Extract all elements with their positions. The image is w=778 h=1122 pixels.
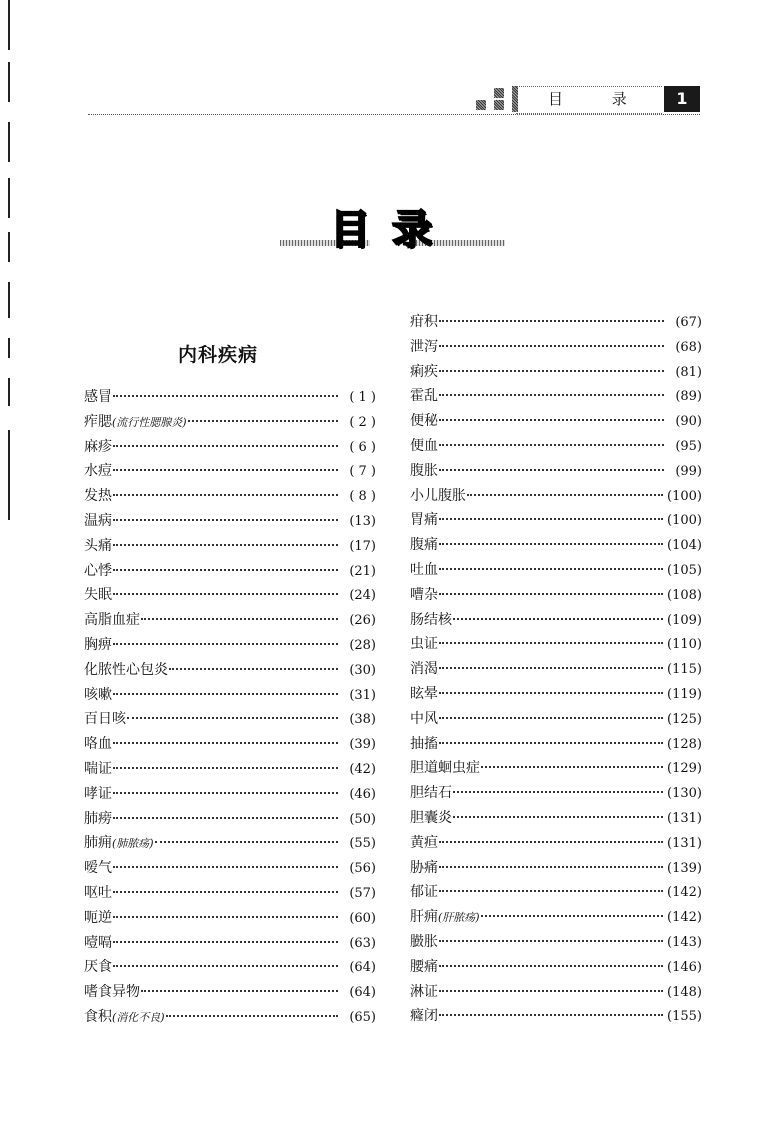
entry-page: (128)	[667, 736, 702, 752]
dot-leader	[439, 890, 663, 892]
entry-page: (104)	[667, 538, 702, 554]
entry-title: 便秘	[410, 413, 438, 430]
entry-title: 呃逆	[84, 909, 112, 926]
toc-entry	[84, 634, 376, 659]
dot-leader	[113, 519, 338, 521]
toc-entry	[84, 882, 376, 907]
dot-leader	[439, 667, 663, 669]
entry-title: 抽搐	[410, 735, 438, 752]
entry-page: (56)	[349, 861, 376, 877]
toc-entry	[84, 535, 376, 560]
entry-page: (17)	[349, 538, 376, 554]
entry-title: 高脂血症	[84, 612, 140, 629]
scan-mark	[8, 178, 10, 218]
toc-entry	[84, 659, 376, 684]
dot-leader	[453, 618, 663, 620]
entry-title: 肺痈	[84, 835, 112, 852]
toc-entry	[410, 435, 702, 460]
entry-page: (60)	[349, 910, 376, 926]
scan-mark	[8, 430, 10, 520]
entry-title: 眩晕	[410, 685, 438, 702]
entry-page: (109)	[667, 612, 702, 628]
toc-entry	[410, 311, 702, 336]
dot-leader	[113, 916, 338, 918]
entry-title: 胁痛	[410, 859, 438, 876]
dot-leader	[113, 965, 338, 967]
dot-leader	[113, 494, 338, 496]
scan-mark	[8, 338, 10, 358]
dot-leader	[113, 817, 338, 819]
dot-leader	[113, 395, 338, 397]
entry-page: (100)	[667, 488, 702, 504]
toc-entry	[84, 758, 376, 783]
entry-page: (65)	[349, 1009, 376, 1025]
toc-entry	[84, 560, 376, 585]
scan-mark	[8, 122, 10, 162]
entry-title: 淋证	[410, 983, 438, 1000]
entry-page: (67)	[675, 315, 702, 330]
dot-leader	[439, 444, 664, 446]
dot-leader	[113, 544, 338, 546]
entry-page: (38)	[349, 712, 376, 728]
dot-leader	[113, 569, 338, 571]
entry-page: (28)	[349, 637, 376, 653]
entry-title: 黄疸	[410, 834, 438, 851]
entry-title: 疳积	[410, 314, 438, 330]
dot-leader	[113, 792, 338, 794]
entry-page: (99)	[675, 463, 702, 479]
entry-page: (119)	[667, 686, 702, 702]
scan-mark	[8, 282, 10, 318]
toc-entry	[410, 857, 702, 882]
entry-title: 温病	[84, 512, 112, 529]
entry-title: 虫证	[410, 636, 438, 653]
dot-leader	[113, 866, 338, 868]
dot-leader	[453, 791, 663, 793]
toc-entry	[410, 881, 702, 906]
entry-page: (125)	[667, 711, 702, 727]
entry-page: (131)	[667, 835, 702, 851]
entry-page: (24)	[349, 588, 376, 604]
entry-page: (63)	[349, 935, 376, 951]
entry-page: (130)	[667, 786, 702, 802]
toc-entry	[410, 361, 702, 386]
dot-leader	[439, 642, 663, 644]
entry-title: 喘证	[84, 760, 112, 777]
entry-page: (143)	[667, 934, 702, 950]
dot-leader	[439, 543, 663, 545]
toc-entry	[84, 832, 376, 857]
dot-leader	[141, 990, 338, 992]
dot-leader	[141, 618, 338, 620]
dot-leader	[113, 767, 338, 769]
entry-page: (95)	[675, 438, 702, 454]
dot-leader	[166, 1015, 338, 1017]
toc-entry	[410, 385, 702, 410]
entry-page: (81)	[675, 364, 702, 380]
toc-entry	[84, 783, 376, 808]
entry-title: 咳嗽	[84, 686, 112, 703]
toc-entry	[410, 1005, 702, 1030]
dot-leader	[127, 717, 338, 719]
dot-leader	[113, 693, 338, 695]
entry-page: (90)	[675, 414, 702, 430]
toc-entry	[410, 584, 702, 609]
toc-entry	[410, 485, 702, 510]
toc-entry	[410, 708, 702, 733]
entry-title: 胆结石	[410, 785, 452, 802]
toc-entry	[84, 436, 376, 461]
entry-title: 臌胀	[410, 933, 438, 950]
dot-leader	[113, 891, 338, 893]
toc-entry	[410, 460, 702, 485]
toc-entry	[410, 658, 702, 683]
dot-leader	[113, 593, 338, 595]
dot-leader	[439, 469, 664, 471]
decor-square	[476, 100, 486, 110]
toc-entry	[84, 386, 376, 411]
entry-page: (64)	[349, 960, 376, 976]
entry-page: (31)	[349, 687, 376, 703]
entry-page: ( 2 )	[349, 414, 376, 430]
toc-entry	[410, 956, 702, 981]
entry-title: 哮证	[84, 785, 112, 802]
entry-title: 厌食	[84, 959, 112, 976]
entry-title: 便血	[410, 437, 438, 454]
toc-entry	[410, 733, 702, 758]
entry-page: (129)	[667, 761, 702, 777]
dot-leader	[439, 320, 664, 322]
scan-mark	[8, 378, 10, 406]
entry-page: (139)	[667, 860, 702, 876]
entry-title: 感冒	[84, 389, 112, 405]
dot-leader	[481, 915, 663, 917]
entry-page: (68)	[675, 339, 702, 355]
toc-entry	[410, 832, 702, 857]
toc-entry	[84, 684, 376, 709]
entry-page: (50)	[349, 811, 376, 827]
toc-entry	[84, 411, 376, 436]
toc-entry	[84, 1006, 376, 1031]
entry-title: 痄腮	[84, 413, 112, 430]
entry-title: 咯血	[84, 736, 112, 753]
entry-title: 腰痛	[410, 958, 438, 975]
dot-leader	[439, 965, 663, 967]
dot-leader	[113, 445, 338, 447]
entry-title: 胆囊炎	[410, 809, 452, 826]
entry-page: (100)	[667, 513, 702, 529]
entry-title: 化脓性心包炎	[84, 661, 168, 678]
scan-mark	[8, 232, 10, 262]
toc-entry	[410, 410, 702, 435]
entry-note: (消化不良)	[112, 1010, 165, 1024]
entry-page: (148)	[667, 984, 702, 1000]
toc-entry	[410, 981, 702, 1006]
dot-leader	[439, 866, 663, 868]
entry-page: (26)	[349, 613, 376, 629]
dot-leader	[439, 345, 664, 347]
toc-entry	[410, 683, 702, 708]
dot-leader	[439, 568, 663, 570]
toc-entry	[84, 584, 376, 609]
entry-title: 郁证	[410, 884, 438, 901]
entry-page: (39)	[349, 737, 376, 753]
page-title: 目录	[330, 207, 454, 253]
entry-title: 嘈杂	[410, 586, 438, 603]
entry-title: 癃闭	[410, 1008, 438, 1025]
toc-entry	[410, 906, 702, 931]
entry-page: (89)	[675, 389, 702, 405]
running-title: 目 录	[548, 90, 649, 108]
toc-entry	[84, 708, 376, 733]
toc-entry	[410, 509, 702, 534]
entry-page: ( 7 )	[349, 464, 376, 480]
entry-title: 小儿腹胀	[410, 487, 466, 504]
dot-leader	[439, 419, 664, 421]
entry-title: 中风	[410, 710, 438, 727]
entry-title: 嗳气	[84, 860, 112, 877]
toc-entry	[410, 782, 702, 807]
entry-page: (13)	[349, 513, 376, 529]
entry-title: 嗜食异物	[84, 984, 140, 1001]
dot-leader	[439, 370, 664, 372]
entry-page: ( 6 )	[349, 439, 376, 455]
toc-entry	[410, 609, 702, 634]
dot-leader	[439, 394, 664, 396]
entry-title: 肺痨	[84, 810, 112, 827]
scan-mark	[8, 62, 10, 102]
dot-leader	[439, 742, 663, 744]
entry-page: (64)	[349, 985, 376, 1001]
toc-entry	[410, 633, 702, 658]
entry-note: (肺脓疡)	[112, 837, 154, 851]
entry-page: (146)	[667, 959, 702, 975]
entry-page: (30)	[349, 662, 376, 678]
dot-leader	[113, 469, 338, 471]
toc-entry	[410, 534, 702, 559]
entry-title: 百日咳	[84, 711, 126, 728]
entry-title: 霍乱	[410, 388, 438, 405]
dot-leader	[467, 494, 663, 496]
dot-leader	[481, 766, 663, 768]
entry-title: 腹痛	[410, 537, 438, 554]
entry-title: 失眠	[84, 587, 112, 604]
entry-page: ( 1 )	[349, 390, 376, 405]
dot-leader	[453, 816, 663, 818]
toc-entry	[84, 907, 376, 932]
toc-entry	[84, 460, 376, 485]
entry-title: 泄泻	[410, 338, 438, 355]
dot-leader	[439, 692, 663, 694]
entry-title: 腹胀	[410, 462, 438, 479]
toc-entry	[410, 336, 702, 361]
entry-page: (155)	[667, 1009, 702, 1025]
entry-page: (57)	[349, 885, 376, 901]
entry-page: (42)	[349, 761, 376, 777]
entry-title: 呕吐	[84, 884, 112, 901]
toc-entry	[410, 931, 702, 956]
entry-title: 发热	[84, 488, 112, 505]
entry-title: 食积	[84, 1008, 112, 1025]
toc-entry	[410, 559, 702, 584]
dot-leader	[439, 940, 663, 942]
dot-leader	[439, 1014, 663, 1016]
toc-entry	[410, 807, 702, 832]
page-number: 1	[664, 86, 700, 112]
entry-page: (108)	[667, 587, 702, 603]
entry-title: 吐血	[410, 561, 438, 578]
toc-entry	[84, 932, 376, 957]
entry-title: 胃痛	[410, 512, 438, 529]
dot-leader	[439, 717, 663, 719]
dot-leader	[155, 841, 338, 843]
entry-title: 肝痈	[410, 909, 438, 926]
entry-page: (142)	[667, 910, 702, 926]
toc-entry	[84, 733, 376, 758]
entry-page: (21)	[349, 563, 376, 579]
toc-entry	[84, 609, 376, 634]
decor-square	[494, 100, 504, 110]
dot-leader	[439, 841, 663, 843]
toc-entry	[84, 808, 376, 833]
decor-square	[494, 88, 504, 98]
entry-page: (131)	[667, 810, 702, 826]
entry-note: (肝脓疡)	[438, 911, 480, 925]
toc-entry	[410, 757, 702, 782]
dot-leader	[113, 643, 338, 645]
header-rule	[88, 114, 700, 115]
toc-entry	[84, 485, 376, 510]
toc-entry	[84, 857, 376, 882]
dot-leader	[169, 668, 338, 670]
toc-left-column	[84, 386, 376, 1031]
dot-leader	[113, 941, 338, 943]
entry-note: (流行性腮腺炎)	[112, 415, 187, 429]
section-heading: 内科疾病	[178, 344, 259, 366]
toc-entry	[84, 981, 376, 1006]
entry-page: (105)	[667, 562, 702, 578]
entry-page: (110)	[667, 637, 702, 653]
entry-title: 水痘	[84, 463, 112, 480]
toc-right-column	[410, 311, 702, 1030]
dot-leader	[439, 990, 663, 992]
entry-title: 麻疹	[84, 438, 112, 455]
scan-mark	[8, 0, 10, 50]
entry-page: (142)	[667, 885, 702, 901]
toc-entry	[84, 956, 376, 981]
entry-title: 痢疾	[410, 363, 438, 380]
entry-title: 心悸	[84, 562, 112, 579]
entry-title: 胆道蛔虫症	[410, 760, 480, 777]
dot-leader	[113, 742, 338, 744]
entry-page: (55)	[349, 836, 376, 852]
entry-title: 噎嗝	[84, 934, 112, 951]
entry-page: ( 8 )	[349, 489, 376, 505]
entry-page: (46)	[349, 786, 376, 802]
entry-page: (115)	[667, 662, 702, 678]
entry-title: 肠结核	[410, 611, 452, 628]
entry-title: 消渴	[410, 661, 438, 678]
dot-leader	[439, 518, 663, 520]
entry-title: 头痛	[84, 537, 112, 554]
dot-leader	[188, 420, 338, 422]
dot-leader	[439, 593, 663, 595]
toc-entry	[84, 510, 376, 535]
entry-title: 胸痹	[84, 636, 112, 653]
